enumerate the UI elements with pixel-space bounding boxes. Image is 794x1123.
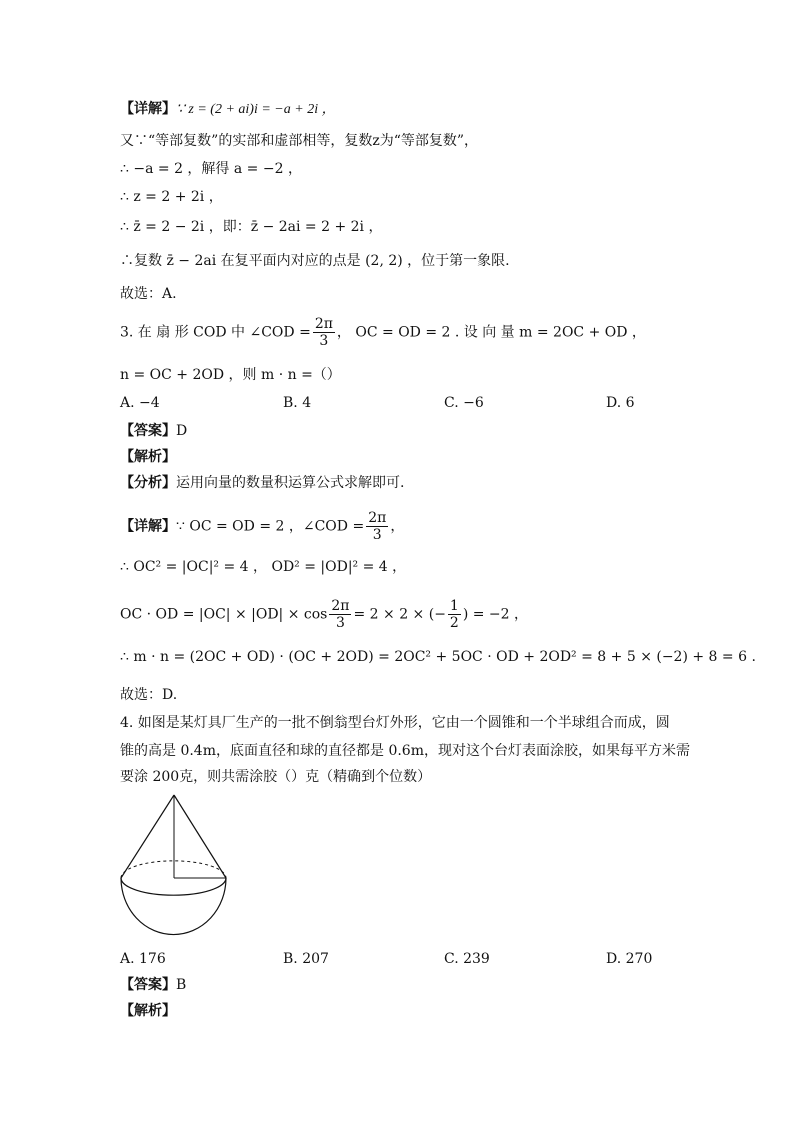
choice-line: 故选：A. (120, 286, 177, 302)
q4-stem-line-1: 4. 如图是某灯具厂生产的一批不倒翁型台灯外形，它由一个圆锥和一个半球组合而成，圆 (120, 715, 670, 731)
detail-line-3: ∴ −a = 2 ，解得 a = −2 ， (120, 161, 302, 177)
q3-analysis-label: 【解析】 (120, 449, 176, 465)
q3-answer-line (120, 420, 187, 442)
detail-line-2: 又∵“等部复数”的实部和虚部相等，复数z为“等部复数”， (120, 133, 479, 149)
lamp-figure (112, 790, 230, 942)
answer-value: D (176, 423, 188, 439)
answer-value: B (176, 977, 187, 993)
base-ellipse-front (121, 878, 226, 895)
answer-label: 【答案】 (120, 977, 176, 993)
hemisphere-outline (121, 878, 226, 935)
q3-choice-line: 故选：D. (120, 687, 178, 703)
q3-detail-line-3: OC · OD = |OC| × |OD| × cos $\frac{2\pi}{3}$ = 2 × 2 × (− $\frac{1}{2}$ ) = −2 ， (120, 598, 529, 631)
q3-detail-line-2: ∴ OC² = |OC|² = 4 ， OD² = |OD|² = 4 ， (120, 559, 407, 575)
detail-line-5: ∴ z̄ = 2 − 2i ，即：z̄ − 2ai = 2 + 2i ， (120, 219, 383, 235)
fraction: $\frac{2\pi}{3}$ (331, 598, 350, 631)
q4-answer-line (120, 974, 186, 996)
q3-fenxi-line: 【分析】运用向量的数量积运算公式求解即可. (120, 475, 405, 491)
q4-option-d: D. 270 (606, 951, 653, 967)
fraction: $\frac{2\pi}{3}$ (314, 316, 333, 349)
q4-option-c: C. 239 (444, 951, 490, 967)
q4-stem-line-3: 要涂 200克，则共需涂胶（）克（精确到个位数） (120, 769, 432, 785)
fraction: $\frac{1}{2}$ (449, 598, 459, 631)
q4-option-b: B. 207 (283, 951, 329, 967)
q3-option-b: B. 4 (283, 395, 312, 411)
detail-line-4: ∴ z = 2 + 2i ， (120, 189, 223, 205)
q4-option-a: A. 176 (120, 951, 166, 967)
q3-detail-line-1: 【详解】∵ OC = OD = 2 ，∠COD = $\frac{2\pi}{3}$ ， (120, 510, 405, 543)
detail-label: 【详解】 (120, 518, 176, 535)
cone-right-edge (174, 795, 226, 878)
q3-option-d: D. 6 (606, 395, 635, 411)
answer-label: 【答案】 (120, 423, 176, 439)
cone-left-edge (121, 795, 174, 878)
q4-analysis-label: 【解析】 (120, 1003, 176, 1019)
q3-detail-line-4: ∴ m · n = (2OC + OD) · (OC + 2OD) = 2OC² + 5OC · OD + 2OD² = 8 + 5 × (−2) + 8 = 6 . (120, 649, 756, 665)
fraction: $\frac{2\pi}{3}$ (368, 510, 387, 543)
fenxi-label: 【分析】 (120, 475, 176, 491)
q3-option-a: A. −4 (120, 395, 160, 411)
detail-line-1: 【详解】∵ z = (2 + ai)i = −a + 2i ， (120, 101, 336, 117)
q3-option-c: C. −6 (444, 395, 484, 411)
detail-line-6: ∴复数 z̄ − 2ai 在复平面内对应的点是 (2, 2) ，位于第一象限. (120, 253, 510, 269)
q3-stem-line-1: 3. 在 扇 形 COD 中 ∠COD = $\frac{2\pi}{3}$ ， OC = OD = 2 . 设 向 量 m = 2OC + OD ， (120, 316, 646, 349)
detail-label: 【详解】 (120, 101, 176, 117)
q4-stem-line-2: 锥的高是 0.4m，底面直径和球的直径都是 0.6m，现对这个台灯表面涂胶，如果每平方米需 (120, 743, 690, 759)
q3-stem-line-2: n = OC + 2OD ，则 m · n =（） (120, 367, 341, 383)
